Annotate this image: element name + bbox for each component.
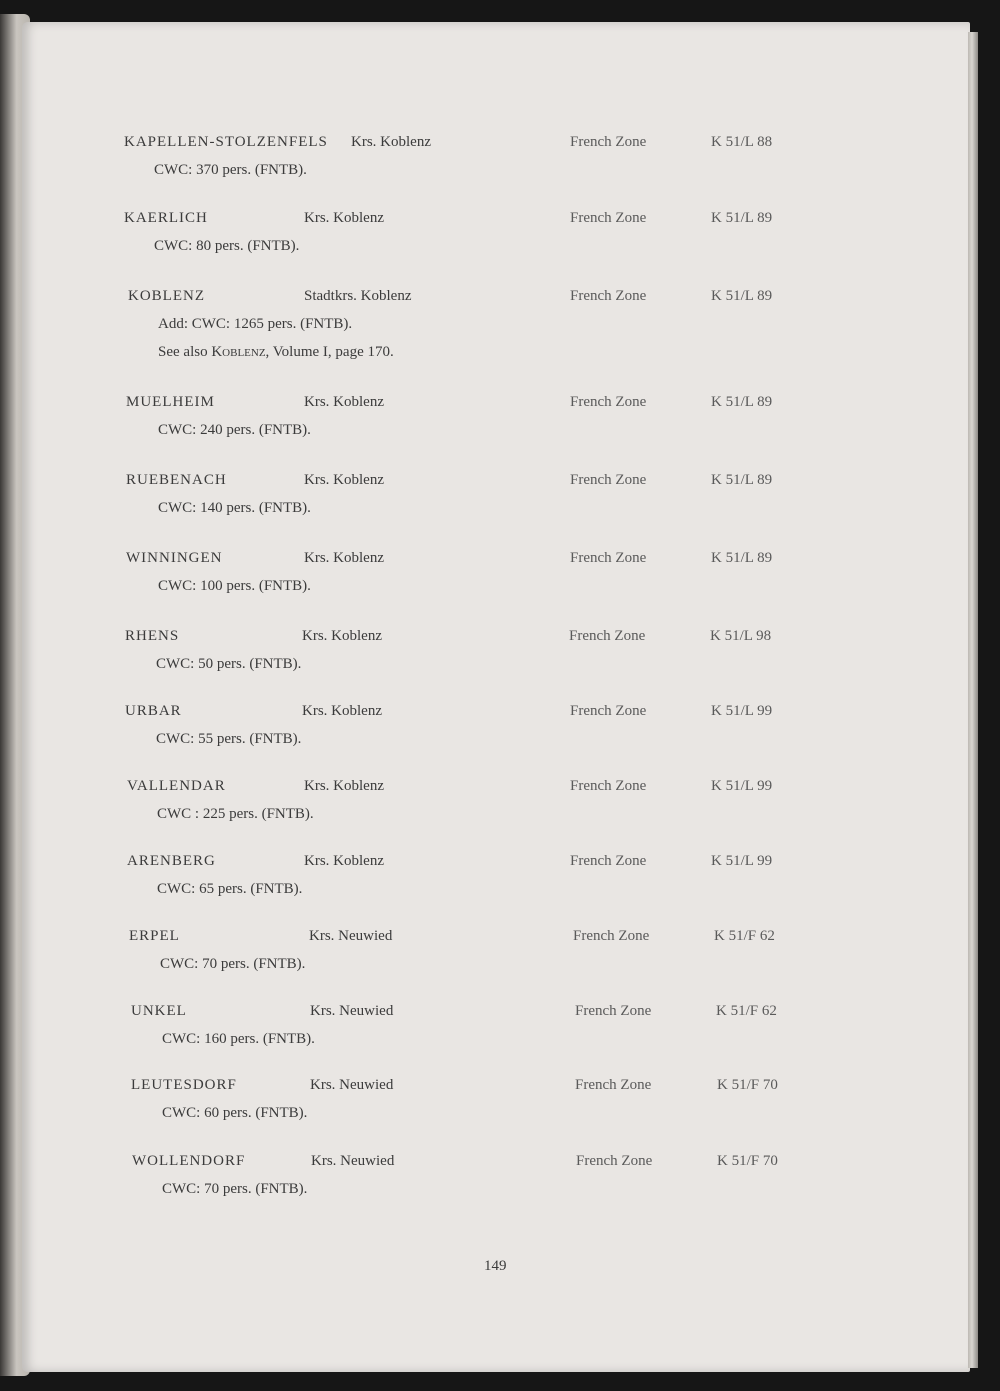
place-name: VALLENDAR bbox=[127, 778, 226, 794]
place-name: KAERLICH bbox=[124, 210, 208, 226]
zone-label: French Zone bbox=[570, 703, 647, 719]
entry-detail: CWC: 50 pers. (FNTB). bbox=[156, 656, 302, 672]
book-page bbox=[22, 22, 970, 1372]
list-item bbox=[22, 550, 970, 610]
place-name: RHENS bbox=[125, 628, 180, 644]
zone-label: French Zone bbox=[570, 853, 647, 869]
list-item bbox=[22, 1003, 970, 1063]
list-item bbox=[22, 778, 970, 838]
see-also-suffix: , Volume I, page 170. bbox=[265, 344, 394, 360]
zone-label: French Zone bbox=[570, 288, 647, 304]
list-item bbox=[22, 1153, 970, 1213]
entry-detail: CWC: 60 pers. (FNTB). bbox=[162, 1105, 308, 1121]
list-item bbox=[22, 703, 970, 763]
zone-label: French Zone bbox=[569, 628, 646, 644]
place-name: LEUTESDORF bbox=[131, 1077, 237, 1093]
district-name: Krs. Koblenz bbox=[302, 628, 382, 644]
place-name: KOBLENZ bbox=[128, 288, 205, 304]
zone-label: French Zone bbox=[570, 134, 647, 150]
map-reference: K 51/L 89 bbox=[711, 394, 773, 410]
page-stack-edge bbox=[968, 32, 978, 1368]
map-reference: K 51/L 99 bbox=[711, 703, 773, 719]
district-name: Krs. Koblenz bbox=[304, 472, 384, 488]
district-name: Krs. Neuwied bbox=[310, 1077, 394, 1093]
entry-detail: CWC: 55 pers. (FNTB). bbox=[156, 731, 302, 747]
entry-detail: CWC: 70 pers. (FNTB). bbox=[160, 956, 306, 972]
place-name: UNKEL bbox=[131, 1003, 187, 1019]
district-name: Krs. Koblenz bbox=[304, 853, 384, 869]
district-name: Stadtkrs. Koblenz bbox=[304, 288, 412, 304]
entry-detail: CWC: 240 pers. (FNTB). bbox=[158, 422, 311, 438]
place-name: URBAR bbox=[125, 703, 182, 719]
list-item bbox=[22, 134, 970, 194]
see-also-note bbox=[158, 344, 394, 361]
map-reference: K 51/F 62 bbox=[716, 1003, 777, 1019]
map-reference: K 51/L 89 bbox=[711, 288, 773, 304]
list-item bbox=[22, 210, 970, 270]
entry-detail: CWC: 370 pers. (FNTB). bbox=[154, 162, 307, 178]
district-name: Krs. Neuwied bbox=[311, 1153, 395, 1169]
district-name: Krs. Koblenz bbox=[304, 210, 384, 226]
list-item bbox=[22, 853, 970, 913]
district-name: Krs. Neuwied bbox=[309, 928, 393, 944]
district-name: Krs. Koblenz bbox=[304, 778, 384, 794]
see-also-prefix: See also bbox=[158, 344, 212, 360]
entry-detail: CWC: 160 pers. (FNTB). bbox=[162, 1031, 315, 1047]
map-reference: K 51/L 89 bbox=[711, 550, 773, 566]
map-reference: K 51/L 99 bbox=[711, 853, 773, 869]
page-number: 149 bbox=[484, 1258, 507, 1274]
zone-label: French Zone bbox=[570, 472, 647, 488]
district-name: Krs. Neuwied bbox=[310, 1003, 394, 1019]
zone-label: French Zone bbox=[570, 394, 647, 410]
zone-label: French Zone bbox=[570, 550, 647, 566]
district-name: Krs. Koblenz bbox=[302, 703, 382, 719]
district-name: Krs. Koblenz bbox=[351, 134, 431, 150]
map-reference: K 51/L 89 bbox=[711, 472, 773, 488]
list-item bbox=[22, 928, 970, 988]
entry-detail: CWC: 65 pers. (FNTB). bbox=[157, 881, 303, 897]
list-item bbox=[22, 288, 970, 378]
district-name: Krs. Koblenz bbox=[304, 550, 384, 566]
place-name: RUEBENACH bbox=[126, 472, 227, 488]
zone-label: French Zone bbox=[576, 1153, 653, 1169]
place-name: ARENBERG bbox=[127, 853, 216, 869]
map-reference: K 51/L 99 bbox=[711, 778, 773, 794]
map-reference: K 51/F 62 bbox=[714, 928, 775, 944]
entry-detail: Add: CWC: 1265 pers. (FNTB). bbox=[158, 316, 353, 332]
place-name: ERPEL bbox=[129, 928, 180, 944]
entry-detail: CWC : 225 pers. (FNTB). bbox=[157, 806, 314, 822]
zone-label: French Zone bbox=[575, 1077, 652, 1093]
place-name: KAPELLEN-STOLZENFELS bbox=[124, 134, 328, 150]
entry-detail: CWC: 140 pers. (FNTB). bbox=[158, 500, 311, 516]
map-reference: K 51/L 88 bbox=[711, 134, 773, 150]
map-reference: K 51/F 70 bbox=[717, 1153, 778, 1169]
map-reference: K 51/L 89 bbox=[711, 210, 773, 226]
entry-detail: CWC: 80 pers. (FNTB). bbox=[154, 238, 300, 254]
map-reference: K 51/L 98 bbox=[710, 628, 772, 644]
entry-detail: CWC: 100 pers. (FNTB). bbox=[158, 578, 311, 594]
list-item bbox=[22, 1077, 970, 1137]
list-item bbox=[22, 394, 970, 454]
zone-label: French Zone bbox=[573, 928, 650, 944]
list-item bbox=[22, 472, 970, 532]
place-name: WINNINGEN bbox=[126, 550, 223, 566]
place-name: WOLLENDORF bbox=[132, 1153, 246, 1169]
zone-label: French Zone bbox=[575, 1003, 652, 1019]
place-name: MUELHEIM bbox=[126, 394, 215, 410]
zone-label: French Zone bbox=[570, 210, 647, 226]
district-name: Krs. Koblenz bbox=[304, 394, 384, 410]
list-item bbox=[22, 628, 970, 688]
entry-detail: CWC: 70 pers. (FNTB). bbox=[162, 1181, 308, 1197]
zone-label: French Zone bbox=[570, 778, 647, 794]
map-reference: K 51/F 70 bbox=[717, 1077, 778, 1093]
see-also-reference: Koblenz bbox=[211, 344, 266, 360]
